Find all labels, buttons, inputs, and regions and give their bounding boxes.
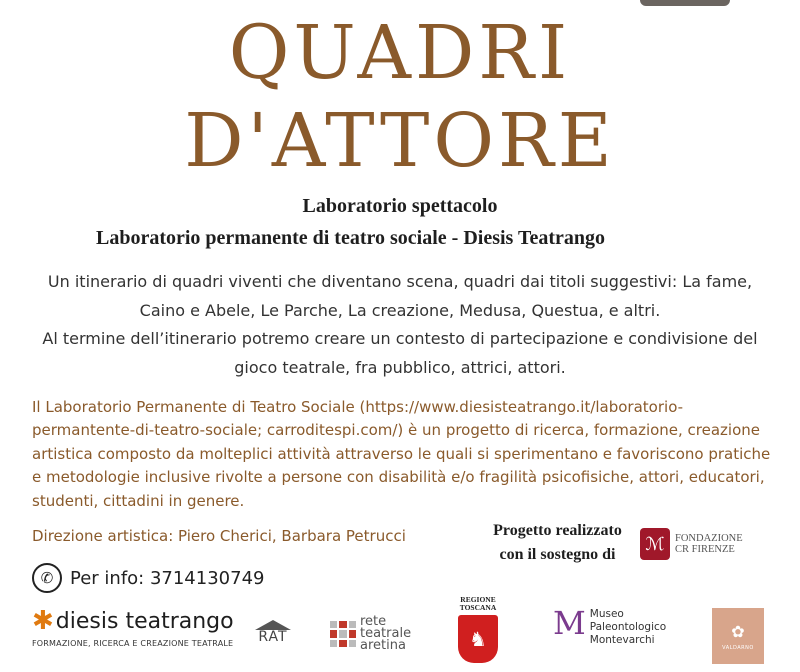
regione-toscana-logo bbox=[455, 596, 501, 663]
pegasus-shield-icon: ♞ bbox=[458, 615, 498, 663]
description-paragraph bbox=[32, 396, 777, 513]
sponsor-caption-line: Progetto realizzato bbox=[493, 522, 622, 539]
corner-decoration bbox=[640, 0, 730, 6]
sponsor-caption bbox=[470, 519, 645, 567]
description-line: studenti, cittadini in genere. bbox=[32, 491, 245, 510]
museo-m-icon: M bbox=[553, 604, 586, 642]
fondazione-name bbox=[675, 533, 743, 555]
subtitle-1: Laboratorio spettacolo bbox=[302, 195, 498, 217]
valdarno-logo bbox=[712, 608, 764, 664]
fondazione-line: FONDAZIONE bbox=[675, 533, 743, 544]
fondazione-cr-firenze-logo bbox=[640, 528, 743, 560]
rete-line: rete bbox=[360, 614, 387, 629]
description-line: Il Laboratorio Permanente di Teatro Sociale (https://www.diesisteatrango.it/laboratorio- bbox=[32, 398, 684, 416]
rete-line: teatrale bbox=[360, 626, 412, 641]
toscana-line: TOSCANA bbox=[459, 603, 497, 612]
phone-icon: ✆ bbox=[32, 563, 62, 593]
museo-line: Museo bbox=[589, 608, 624, 620]
contact-phone: Per info: 3714130749 bbox=[70, 567, 265, 589]
museo-line: Montevarchi bbox=[589, 634, 655, 646]
artistic-direction: Direzione artistica: Piero Cherici, Barbara Petrucci bbox=[32, 527, 406, 545]
intro-paragraph bbox=[20, 268, 780, 382]
description-line: e metodologie inclusive rivolte a persone con disabilità e/o fragilità psicofisiche, attori, educatori, bbox=[32, 468, 765, 487]
rete-teatrale-aretina-logo bbox=[330, 616, 411, 652]
contact-info bbox=[32, 563, 264, 593]
museo-paleontologico-logo bbox=[553, 604, 667, 647]
fondazione-line: CR FIRENZE bbox=[675, 544, 735, 555]
title-line-1: QUADRI bbox=[228, 10, 572, 96]
museo-line: Paleontologico bbox=[589, 621, 667, 633]
diesis-figure-icon: ✱ bbox=[32, 606, 54, 636]
diesis-teatrango-logo bbox=[32, 608, 234, 648]
rete-name bbox=[360, 616, 411, 652]
valdarno-emblem-icon: ✿ bbox=[731, 621, 745, 641]
intro-line: gioco teatrale, fra pubblico, attrici, attori. bbox=[234, 357, 566, 377]
intro-line: Un itinerario di quadri viventi che diventano scena, quadri dai titoli suggestivi: La fame, bbox=[47, 272, 753, 291]
valdarno-name: VALDARNO bbox=[722, 644, 754, 651]
title-line-2: D'ATTORE bbox=[184, 98, 616, 184]
rete-grid-icon bbox=[330, 621, 356, 647]
rat-logo bbox=[253, 620, 293, 644]
intro-line: Al termine dell’itinerario potremo creare un contesto di partecipazione e condivisione del bbox=[42, 329, 758, 348]
sponsor-caption-line: con il sostegno di bbox=[499, 546, 616, 563]
description-line: permantente-di-teatro-sociale; carroditespi.com/) è un progetto di ricerca, formazione, creazione bbox=[32, 421, 761, 440]
museo-name bbox=[590, 608, 666, 647]
diesis-name: diesis teatrango bbox=[55, 609, 234, 634]
description-line: artistica composto da molteplici attività attraverso le quali si sperimentano e favoriscono pratiche bbox=[32, 444, 771, 463]
rete-line: aretina bbox=[360, 638, 406, 653]
toscana-line: REGIONE bbox=[460, 595, 496, 604]
subtitle-2: Laboratorio permanente di teatro sociale - Diesis Teatrango bbox=[96, 227, 606, 249]
fondazione-emblem-icon: ℳ bbox=[640, 528, 670, 560]
intro-line: Caino e Abele, Le Parche, La creazione, Medusa, Questua, e altri. bbox=[139, 300, 661, 320]
rat-name: RAT bbox=[258, 629, 288, 645]
diesis-tagline: FORMAZIONE, RICERCA E CREAZIONE TEATRALE bbox=[32, 639, 234, 648]
